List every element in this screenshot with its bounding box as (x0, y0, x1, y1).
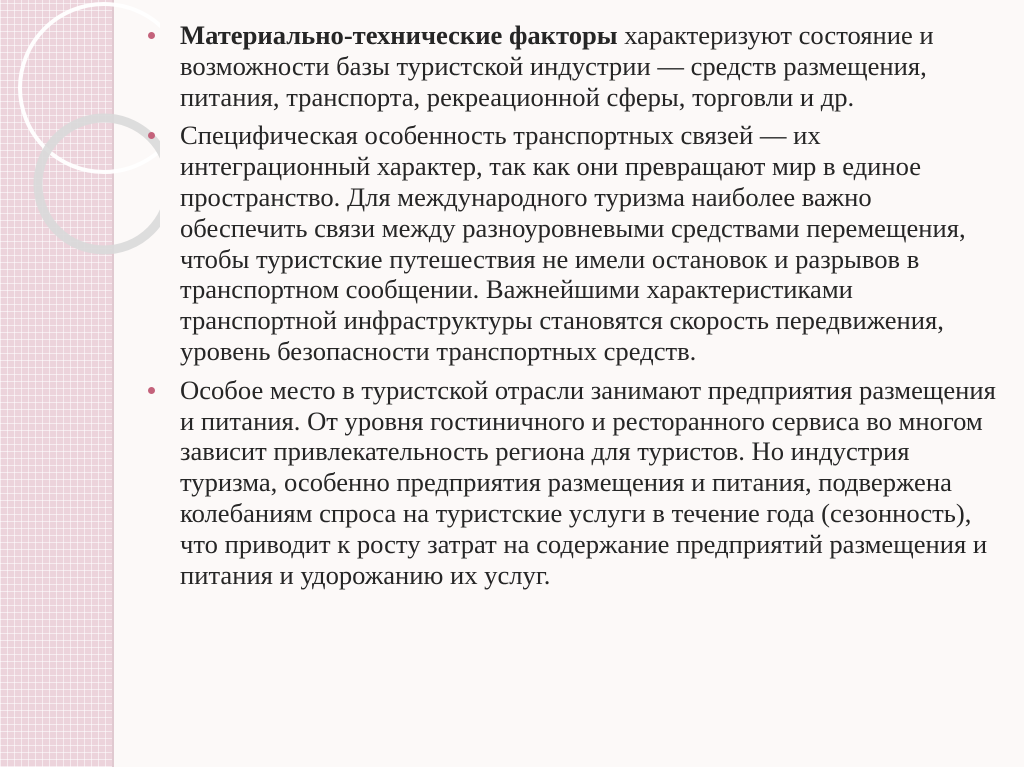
slide-content (148, 20, 998, 590)
bullet-dot-icon (148, 32, 155, 39)
bullet-dot-icon (148, 387, 155, 394)
bullet-item (148, 20, 998, 112)
decorative-side-panel (0, 0, 112, 767)
bullet-dot-icon (148, 132, 155, 139)
bullet-lead-text: Материально-технические факторы (180, 20, 618, 50)
bullet-text: Специфическая особенность транспортных связей — их интеграционный характер, так как они превращают мир в единое пространство. Для международного туризма наиболее важно обеспечить связи между разноуровневыми средствами перемещения, чтобы туристские путешествия не имели остановок и разрывов в транспортном сообщении. Важнейшими характеристиками транспортной инфраструктуры становятся скорость передвижения, уровень безопасности транспортных средств. (180, 120, 966, 366)
side-panel-edge (112, 0, 114, 767)
bullet-item (148, 375, 998, 591)
bullet-item (148, 120, 998, 366)
bullet-text: Особое место в туристской отрасли занимают предприятия размещения и питания. От уровня гостиничного и ресторанного сервиса во многом зависит привлекательность региона для туристов. Но индустрия туризма, особенно предприятия размещения и питания, подвержена колебаниям спроса на туристские услуги в течение года (сезонность), что приводит к росту затрат на содержание предприятий размещения и питания и удорожанию их услуг. (180, 374, 996, 590)
bullet-text: характеризуют состояние и возможности базы туристской индустрии — средств размещения, питания, транспорта, рекреационной сферы, торговли и др. (180, 20, 934, 112)
